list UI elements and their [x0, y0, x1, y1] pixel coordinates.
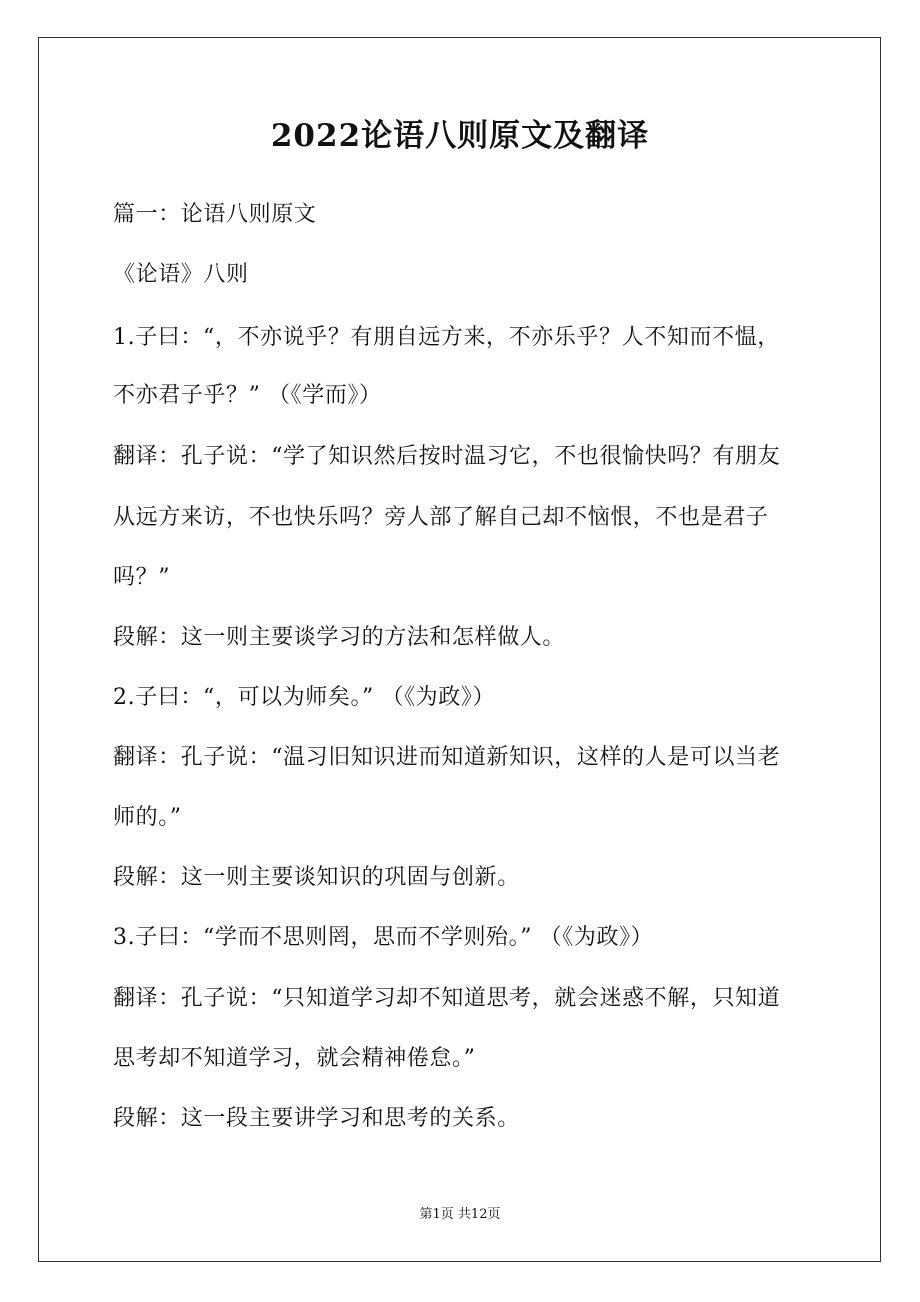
paragraph-line: 段解：这一则主要谈学习的方法和怎样做人。 [113, 625, 566, 650]
paragraph-line: 2.子曰：“，可以为师矣。” （《为政》） [113, 685, 496, 710]
paragraph-line: 1.子曰：“，不亦说乎？有朋自远方来，不亦乐乎？人不知而不愠， [113, 325, 780, 350]
paragraph-line: 翻译：孔子说：“温习旧知识进而知道新知识，这样的人是可以当老 [113, 745, 781, 770]
paragraph-line: 段解：这一段主要讲学习和思考的关系。 [113, 1106, 520, 1131]
paragraph-line: 吗？” [113, 565, 171, 590]
paragraph-line: 思考却不知道学习，就会精神倦怠。” [113, 1046, 476, 1071]
document-title: 2022论语八则原文及翻译 [270, 118, 650, 154]
paragraph-line: 不亦君子乎？” （《学而》） [113, 383, 382, 408]
subheading: 《论语》八则 [113, 262, 249, 287]
page-footer: 第1页 共12页 [419, 1207, 501, 1222]
paragraph-line: 3.子曰：“学而不思则罔，思而不学则殆。” （《为政》） [113, 925, 654, 950]
section-heading: 篇一：论语八则原文 [113, 202, 317, 227]
paragraph-line: 师的。” [113, 805, 182, 830]
paragraph-line: 翻译：孔子说：“学了知识然后按时温习它，不也很愉快吗？有朋友 [113, 444, 781, 469]
paragraph-line: 段解：这一则主要谈知识的巩固与创新。 [113, 865, 520, 890]
paragraph-line: 翻译：孔子说：“只知道学习却不知道思考，就会迷惑不解，只知道 [113, 986, 781, 1011]
paragraph-line: 从远方来访，不也快乐吗？旁人部了解自己却不恼恨，不也是君子 [113, 505, 769, 530]
